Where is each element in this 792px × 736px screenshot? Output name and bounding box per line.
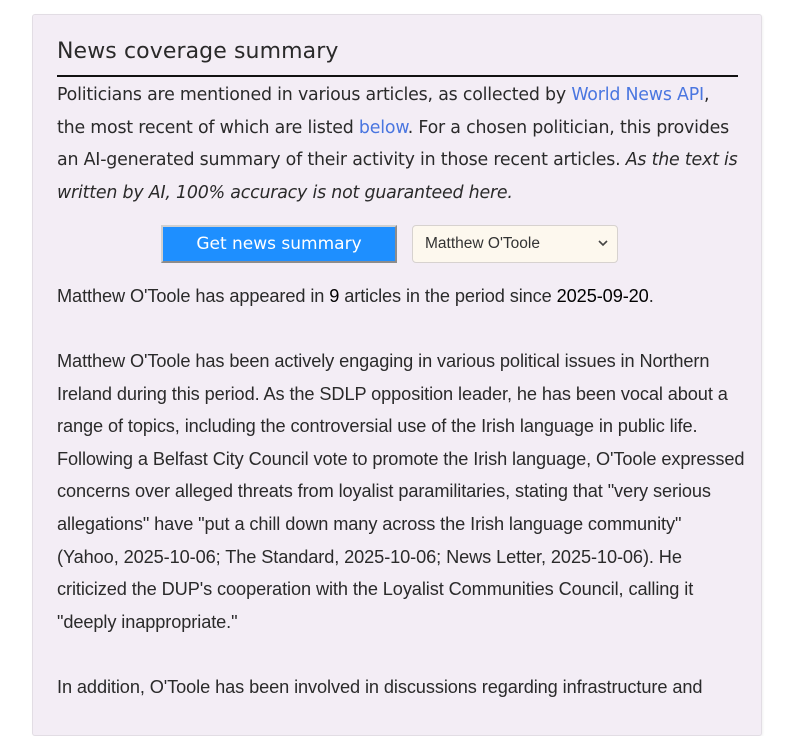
get-news-summary-button[interactable]: Get news summary bbox=[161, 225, 397, 263]
world-news-api-link[interactable]: World News API bbox=[571, 85, 704, 105]
intro-paragraph bbox=[57, 79, 741, 209]
article-count: 9 bbox=[329, 286, 340, 306]
section-title: News coverage summary bbox=[57, 39, 339, 64]
intro-text-3: . For a chosen politician, this provides an AI-generated summary of their activity in those recent articles. bbox=[57, 117, 729, 171]
ai-disclaimer: As the text is written by AI, 100% accuracy is not guaranteed here. bbox=[57, 150, 738, 203]
intro-text-1: Politicians are mentioned in various articles, as collected by bbox=[57, 85, 572, 105]
summary-paragraph-1: Matthew O'Toole has been actively engaging in various political issues in Northern Ireland during this period. As the SDLP opposition leader, he has been vocal about a range of topics, including the controversial use of the Irish language in public life. Following a Belfast City Council vote to promote the Irish language, O'Toole expressed concerns over alleged threats from loyalist paramilitaries, stating that "very serious allegations" have "put a chill down many across the Irish language community" (Yahoo, 2025-10-06; The Standard, 2025-10-06; News Letter, 2025-10-06). He criticized the DUP's cooperation with the Loyalist Communities Council, calling it "deeply inappropriate." bbox=[57, 351, 745, 632]
news-summary-panel bbox=[32, 14, 762, 736]
count-prefix: Matthew O'Toole has appeared in bbox=[57, 286, 330, 306]
count-middle: articles in the period since bbox=[339, 286, 557, 306]
below-link[interactable]: below bbox=[358, 117, 408, 138]
politician-select[interactable] bbox=[412, 225, 618, 263]
since-date: 2025-09-20 bbox=[556, 286, 649, 306]
intro-text-2: , the most recent of which are listed bbox=[57, 85, 710, 138]
chevron-down-icon bbox=[597, 236, 609, 250]
politician-select-value: Matthew O'Toole bbox=[425, 235, 540, 252]
summary-paragraph-2: In addition, O'Toole has been involved in discussions regarding infrastructure and bbox=[57, 677, 703, 697]
article-count-line bbox=[57, 280, 747, 313]
title-divider bbox=[57, 75, 738, 77]
count-suffix: . bbox=[648, 286, 654, 306]
